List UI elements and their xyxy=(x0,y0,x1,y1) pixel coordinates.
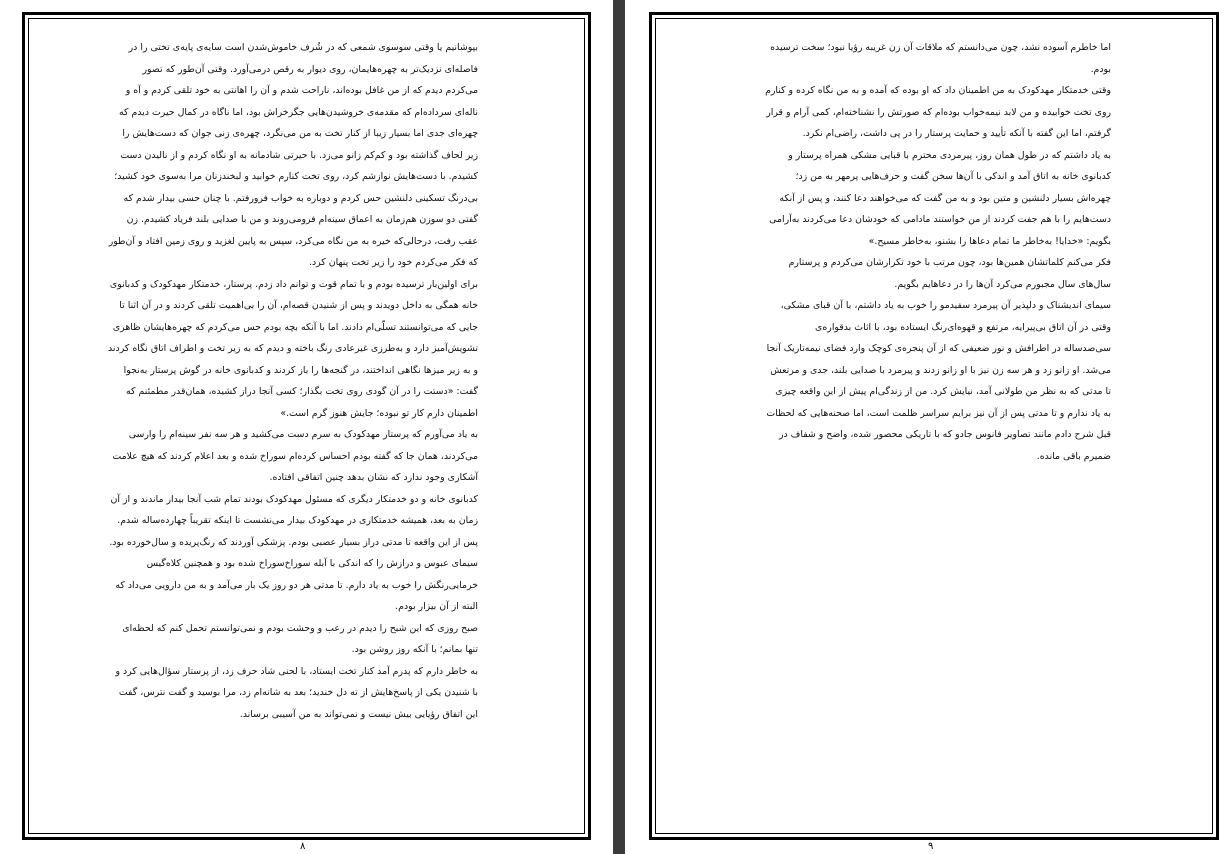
right-page xyxy=(625,0,1229,854)
right-page-body xyxy=(765,37,1111,467)
paragraph: پس از این واقعه تا مدتی دراز بسیار عصبی بودم. پزشکی آوردند که رنگ‌پریده و سال‌خورده بود. سیمای عبوس و درازش را که اندکی با آبله سوراخ‌سوراخ شده بود و همچنین کلاه‌گیس خرمایی‌رنگش را خوب به یاد دارم. تا مدتی هر دو روز یک بار می‌آمد و به من دارویی می‌داد که البته از آن بیزار بودم. xyxy=(109,536,478,612)
paragraph: به یاد داشتم که در طول همان روز، پیرمردی محترم با قبایی مشکی همراه پرستار و کدبانوی خانه به اتاق آمد و اندکی با آن‌ها سخن گفت و حرف‌هایی پرمهر به من زد؛ چهره‌اش بسیار دلنشین و متین بود و به من گفت که می‌خواهند دعا کنند، و پس از آنکه دست‌هایم را با هم جفت کردند از من خواستند مادامی که خودشان دعا می‌کردند به‌آرامی بگویم: «خدایا! به‌خاطر ما تمام دعاها را بشنو، به‌خاطر مسیح.» xyxy=(769,149,1111,247)
spread-gutter xyxy=(613,0,625,854)
paragraph: صبح روزی که این شبح را دیدم در رعب و وحشت بودم و نمی‌توانستم تحمل کنم که لحظه‌ای تنها بمانم؛ با آنکه روز روشن بود. xyxy=(122,622,478,655)
page-number: ۸ xyxy=(300,841,306,852)
paragraph: کدبانوی خانه و دو خدمتکار دیگری که مسئول مهدکودک بودند تمام شب آنجا بیدار ماندند و از آن زمان به بعد، همیشه خدمتکاری در مهدکودک بیدار می‌نشست تا اینکه تقریباً چهارده‌ساله شدم. xyxy=(110,493,478,526)
left-page-body xyxy=(108,37,478,725)
page-number: ۹ xyxy=(928,841,934,852)
paragraph: وقتی خدمتکار مهدکودک به من اطمینان داد که او بوده که آمده و به من نگاه کرده و کنارم روی تخت خوابیده و من لابد نیمه‌خواب بوده‌ام که صورتش را نشناخته‌ام، کمی آرام و قرار گرفتم، اما این گفته با آنکه تأیید و حمایت پرستار را در پی داشت، راضی‌ام نکرد. xyxy=(765,85,1111,139)
paragraph: سیمای اندیشناک و دلپذیر آن پیرمرد سفیدمو را خوب به یاد داشتم، با آن قبای مشکی، وقتی در آن اتاق بی‌پیرایه، مرتفع و قهوه‌ای‌رنگ ایستاده بود، با اثاث بدقواره‌ی سی‌صدساله در اطرافش و نور ضعیفی که از آن پنجره‌ی کوچک وارد فضای نیمه‌تاریک آنجا می‌شد. او زانو زد و هر سه زن نیز با او زانو زدند و پیرمرد با صدایی بلند، جدی و مرتعش تا مدتی که به نظر من طولانی آمد، نیایش کرد. من از زندگی‌ام پیش از این واقعه چیزی به یاد ندارم و تا مدتی پس از آن نیز برایم سراسر ظلمت است، اما صحنه‌هایی که لحظات قبل شرح دادم مانند تصاویر فانوس جادو که با تاریکی محصور شده، واضح و شفاف در ضمیرم باقی مانده. xyxy=(766,300,1111,462)
left-page xyxy=(0,0,613,854)
paragraph: اما خاطرم آسوده نشد، چون می‌دانستم که ملاقات آن زن غریبه رؤیا نبود؛ سخت ترسیده بودم. xyxy=(770,42,1111,75)
paragraph: فکر می‌کنم کلماتشان همین‌ها بود، چون مرتب با خود تکرارشان می‌کردم و پرستارم سال‌های سال مجبورم می‌کرد آن‌ها را در دعاهایم بگویم. xyxy=(788,257,1111,290)
paragraph: به خاطر دارم که پدرم آمد کنار تخت ایستاد، با لحنی شاد حرف زد، از پرستار سؤال‌هایی کرد و با شنیدن یکی از پاسخ‌هایش از ته دل خندید؛ بعد به شانه‌ام زد، مرا بوسید و گفت نترس، گفت این اتفاق رؤیایی بیش نیست و نمی‌تواند به من آسیبی برساند. xyxy=(115,665,478,720)
paragraph: بپوشانیم یا وقتی سوسوی شمعی که در شُرف خاموش‌شدن است سایه‌ی پایه‌ی تختی را در فاصله‌ای نزدیک‌تر به چهره‌هایمان، روی دیوار به رقص درمی‌آورد. وقتی آن‌طور که تصور می‌کردم دیدم که از من غافل بوده‌اند، ناراحت شدم و آن را اهانتی به خود تلقی کردم و آه و ناله‌ای سرداده‌ام که مقدمه‌ی خروشیدن‌هایی جگرخراش بود، اما ناگاه در کمال حیرت دیدم که چهره‌ای جدی اما بسیار زیبا از کنار تخت به من می‌نگرد، چهره‌ی زنی جوان که دست‌هایش را زیر لحاف گذاشته بود و کم‌کم زانو می‌زد. با حیرتی شادمانه به او نگاه کردم و از نالیدن دست کشیدم. با دست‌هایش نوازشم کرد، روی تخت کنارم خوابید و لبخندزنان مرا به‌سوی خود کشید؛ بی‌درنگ تسکینی دلنشین حس کردم و دوباره به خواب فرورفتم. با چنان حسی بیدار شدم که گفتی دو سوزن هم‌زمان به اعماق سینه‌ام فرومی‌روند و من با صدایی بلند فریاد کشیدم. زن عقب رفت، درحالی‌که خیره به من نگاه می‌کرد، سپس به پایین لغزید و روی زمین افتاد و آن‌طور که فکر می‌کردم خود را زیر تخت پنهان کرد. xyxy=(108,42,478,268)
paragraph: به یاد می‌آورم که پرستار مهدکودک به سرم دست می‌کشید و هر سه نفر سینه‌ام را وارسی می‌کردند، همان جا که گفته بودم احساس کرده‌ام سوراخ شده و بعد اعلام کردند که هیچ علامت آشکاری وجود ندارد که نشان بدهد چنین اتفاقی افتاده. xyxy=(112,429,478,483)
paragraph: برای اولین‌بار ترسیده بودم و با تمام قوت و توانم داد زدم. پرستار، خدمتکار مهدکودک و کدبانوی خانه همگی به داخل دویدند و پس از شنیدن قصه‌ام، آن را بی‌اهمیت تلقی کردند و در آن اثنا تا جایی که می‌توانستند تسلّی‌ام دادند. اما با آنکه بچه بودم حس می‌کردم که چهره‌هایشان ظاهری تشویش‌آمیز دارد و به‌طرزی غیرعادی رنگ باخته و دیدم که به زیر تخت و اطراف اتاق نگاه کردند و به زیر میزها نگاهی انداختند، در گنجه‌ها را باز کردند و کدبانوی خانه در گوش پرستار به‌نجوا گفت: «دستت را در آن گودی روی تخت بگذار؛ کسی آنجا دراز کشیده، همان‌قدر مطمئنم که اطمینان دارم کار تو نبوده؛ جایش هنوز گرم است.» xyxy=(108,278,478,419)
